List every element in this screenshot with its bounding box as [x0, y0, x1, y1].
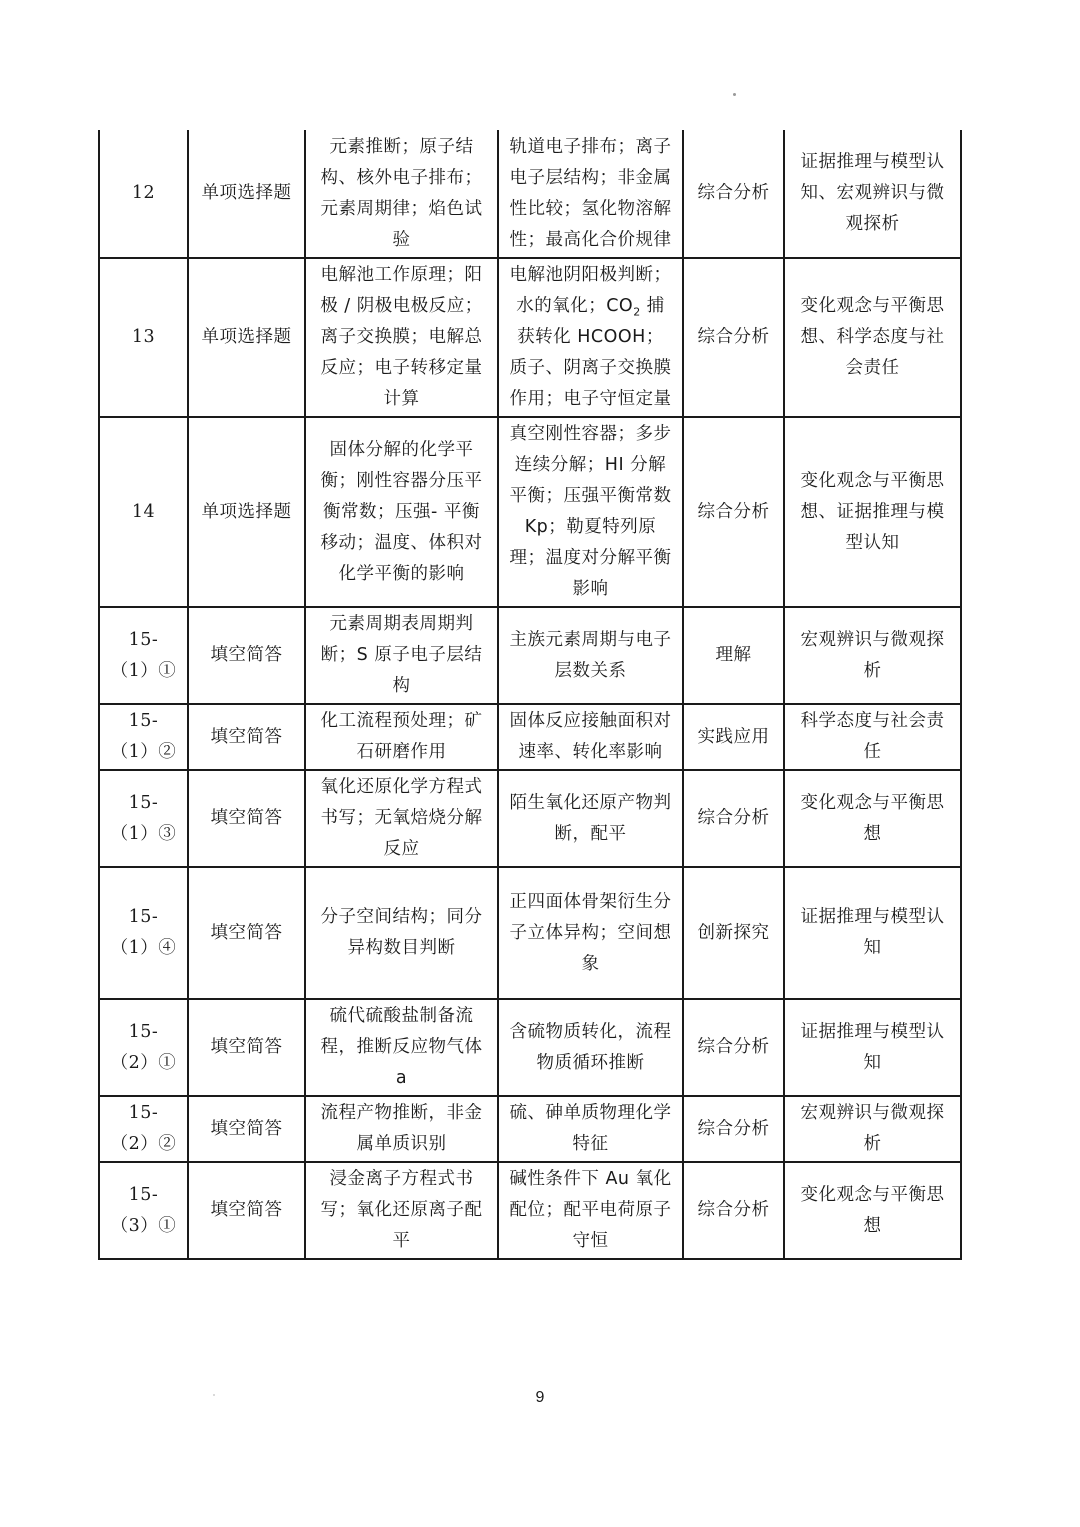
question-spec-table — [98, 130, 962, 1260]
knowledge-points: 氧化还原化学方程式书写；无氧焙烧分解反应 — [305, 770, 498, 867]
question-number: 12 — [99, 130, 188, 258]
detail-points: 轨道电子排布；离子电子层结构；非金属性比较；氢化物溶解性；最高化合价规律 — [498, 130, 683, 258]
detail-points: 主族元素周期与电子层数关系 — [498, 607, 683, 704]
question-number: 14 — [99, 417, 188, 607]
detail-points: 真空刚性容器；多步连续分解；HI 分解平衡；压强平衡常数 Kp；勒夏特列原理；温度对分解平衡影响 — [498, 417, 683, 607]
detail-points: 正四面体骨架衍生分子立体异构；空间想象 — [498, 867, 683, 999]
knowledge-points: 浸金离子方程式书写；氧化还原离子配平 — [305, 1162, 498, 1259]
table-row — [99, 867, 961, 999]
core-literacy: 变化观念与平衡思想、证据推理与模型认知 — [784, 417, 961, 607]
question-type: 填空简答 — [188, 1162, 305, 1259]
ability-level: 综合分析 — [683, 1096, 784, 1162]
detail-points: 含硫物质转化，流程物质循环推断 — [498, 999, 683, 1096]
knowledge-points: 流程产物推断，非金属单质识别 — [305, 1096, 498, 1162]
knowledge-points: 电解池工作原理；阳极 / 阴极电极反应；离子交换膜；电解总反应；电子转移定量计算 — [305, 258, 498, 417]
question-type: 填空简答 — [188, 999, 305, 1096]
scan-speck — [733, 93, 736, 96]
ability-level: 综合分析 — [683, 417, 784, 607]
question-number: 15-（2）① — [99, 999, 188, 1096]
core-literacy: 变化观念与平衡思想、科学态度与社会责任 — [784, 258, 961, 417]
ability-level: 综合分析 — [683, 1162, 784, 1259]
core-literacy: 宏观辨识与微观探析 — [784, 607, 961, 704]
question-type: 单项选择题 — [188, 130, 305, 258]
table-row — [99, 999, 961, 1096]
ability-level: 综合分析 — [683, 258, 784, 417]
question-type: 单项选择题 — [188, 258, 305, 417]
core-literacy: 变化观念与平衡思想 — [784, 1162, 961, 1259]
ability-level: 综合分析 — [683, 130, 784, 258]
detail-points: 电解池阴阳极判断；水的氧化；$CO_2$ 捕获转化 HCOOH；质子、阴离子交换膜作用；电子守恒定量 — [498, 258, 683, 417]
core-literacy: 证据推理与模型认知 — [784, 867, 961, 999]
core-literacy: 宏观辨识与微观探析 — [784, 1096, 961, 1162]
question-type: 填空简答 — [188, 770, 305, 867]
knowledge-points: 元素推断；原子结构、核外电子排布；元素周期律；焰色试验 — [305, 130, 498, 258]
table-row — [99, 704, 961, 770]
ability-level: 实践应用 — [683, 704, 784, 770]
ability-level: 综合分析 — [683, 770, 784, 867]
table-row — [99, 607, 961, 704]
question-number: 13 — [99, 258, 188, 417]
question-type: 填空简答 — [188, 607, 305, 704]
ability-level: 理解 — [683, 607, 784, 704]
table-row — [99, 770, 961, 867]
table-row — [99, 1096, 961, 1162]
knowledge-points: 固体分解的化学平衡；刚性容器分压平衡常数；压强- 平衡移动；温度、体积对化学平衡的影响 — [305, 417, 498, 607]
page-number: 9 — [535, 1389, 545, 1406]
question-number: 15-（2）② — [99, 1096, 188, 1162]
knowledge-points: 分子空间结构；同分异构数目判断 — [305, 867, 498, 999]
table-row — [99, 1162, 961, 1259]
knowledge-points: 硫代硫酸盐制备流程，推断反应物气体 a — [305, 999, 498, 1096]
table-row — [99, 258, 961, 417]
detail-points: 硫、砷单质物理化学特征 — [498, 1096, 683, 1162]
table-row — [99, 130, 961, 258]
question-number: 15-（1）① — [99, 607, 188, 704]
question-number: 15-（1）② — [99, 704, 188, 770]
question-number: 15-（1）③ — [99, 770, 188, 867]
ability-level: 创新探究 — [683, 867, 784, 999]
core-literacy: 变化观念与平衡思想 — [784, 770, 961, 867]
core-literacy: 证据推理与模型认知、宏观辨识与微观探析 — [784, 130, 961, 258]
table-row — [99, 417, 961, 607]
knowledge-points: 化工流程预处理；矿石研磨作用 — [305, 704, 498, 770]
detail-points: 碱性条件下 Au 氧化配位；配平电荷原子守恒 — [498, 1162, 683, 1259]
question-number: 15-（1）④ — [99, 867, 188, 999]
knowledge-points: 元素周期表周期判断；S 原子电子层结构 — [305, 607, 498, 704]
question-type: 单项选择题 — [188, 417, 305, 607]
ability-level: 综合分析 — [683, 999, 784, 1096]
core-literacy: 科学态度与社会责任 — [784, 704, 961, 770]
detail-points: 固体反应接触面积对速率、转化率影响 — [498, 704, 683, 770]
question-type: 填空简答 — [188, 867, 305, 999]
question-type: 填空简答 — [188, 704, 305, 770]
question-number: 15-（3）① — [99, 1162, 188, 1259]
detail-points: 陌生氧化还原产物判断，配平 — [498, 770, 683, 867]
core-literacy: 证据推理与模型认知 — [784, 999, 961, 1096]
question-type: 填空简答 — [188, 1096, 305, 1162]
